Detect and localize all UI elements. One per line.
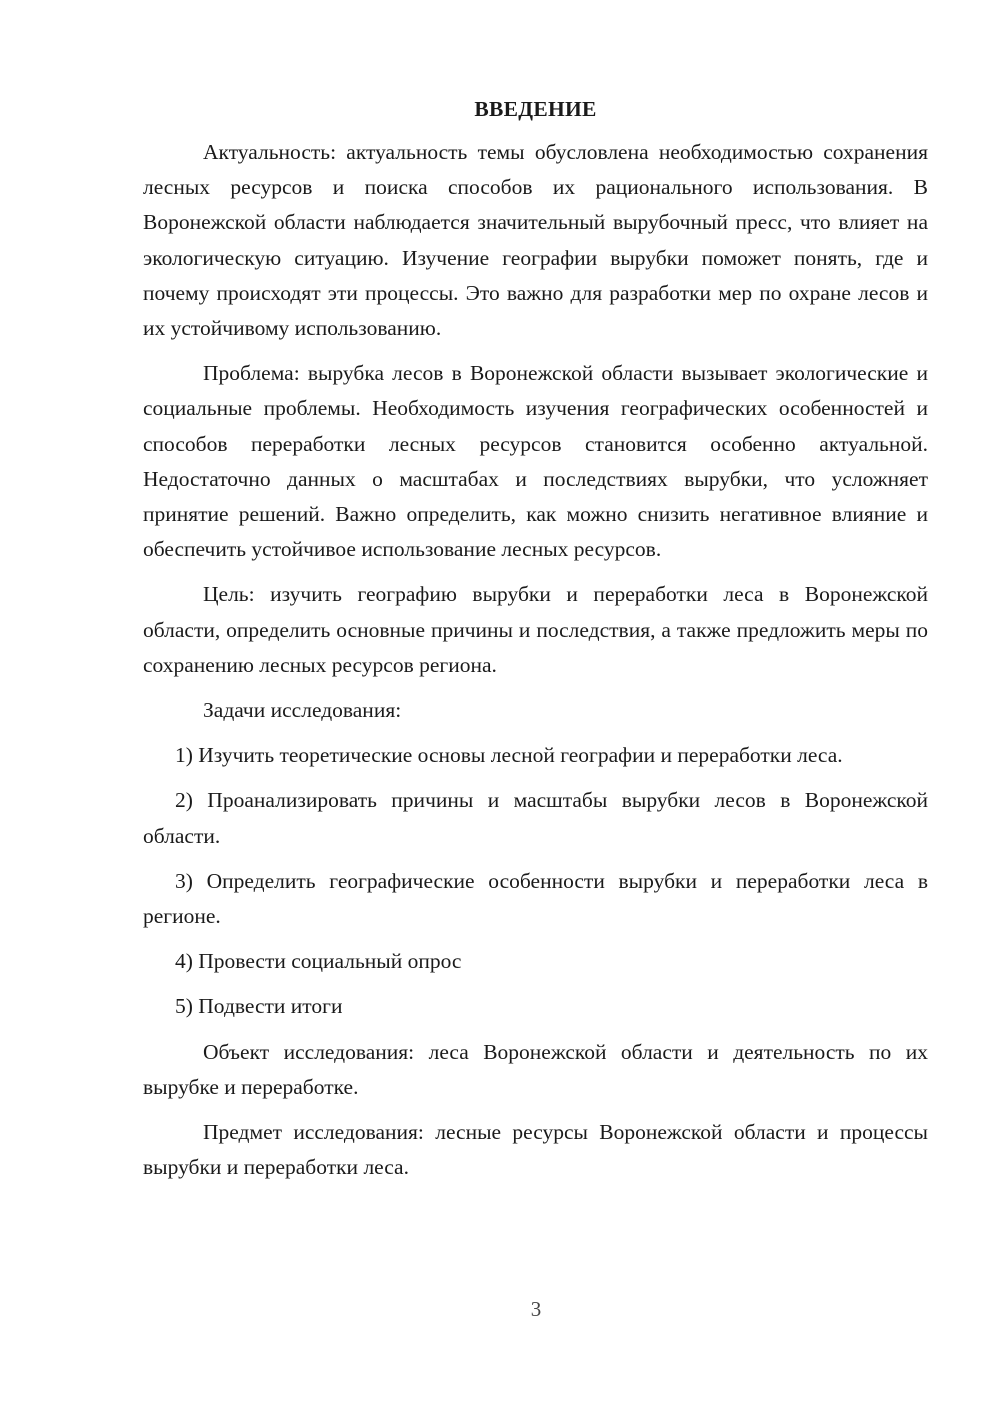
task-item-5: 5) Подвести итоги	[175, 994, 343, 1019]
tasks-heading: Задачи исследования:	[203, 698, 402, 723]
paragraph-relevance: Актуальность: актуальность темы обусловлена необходимостью сохранения лесных ресурсов и поиска способов их рационального использования. В Воронежской области наблюдается значительный вырубочный пресс, что влияет на экологическую ситуацию. Изучение географии вырубки поможет понять, где и почему происходят эти процессы. Это важно для разработки мер по охране лесов и их устойчивому использованию.	[143, 140, 928, 341]
task-item-2: 2) Проанализировать причины и масштабы вырубки лесов в Воронежской области.	[143, 788, 928, 848]
task-item-3: 3) Определить географические особенности вырубки и переработки леса в регионе.	[143, 868, 928, 929]
paragraph-problem: Проблема: вырубка лесов в Воронежской области вызывает экологические и социальные проблемы. Необходимость изучения географических особенностей и способов переработки лесных ресурсов становится особенно актуальной. Недостаточно данных о масштабах и последствиях вырубки, что усложняет принятие решений. Важно определить, как можно снизить негативное влияние и обеспечить устойчивое использование лесных ресурсов.	[143, 361, 928, 562]
task-item-1: 1) Изучить теоретические основы лесной географии и переработки леса.	[175, 743, 843, 768]
page-title: ВВЕДЕНИЕ	[474, 97, 597, 121]
paragraph-goal: Цель: изучить географию вырубки и переработки леса в Воронежской области, определить основные причины и последствия, а также предложить меры по сохранению лесных ресурсов региона.	[143, 582, 928, 677]
task-item-4: 4) Провести социальный опрос	[175, 949, 462, 974]
paragraph-subject: Предмет исследования: лесные ресурсы Воронежской области и процессы вырубки и переработки леса.	[143, 1120, 928, 1180]
paragraph-object: Объект исследования: леса Воронежской области и деятельность по их вырубке и переработке.	[143, 1039, 928, 1099]
page-number: 3	[530, 1297, 542, 1321]
document-page	[143, 92, 928, 1195]
